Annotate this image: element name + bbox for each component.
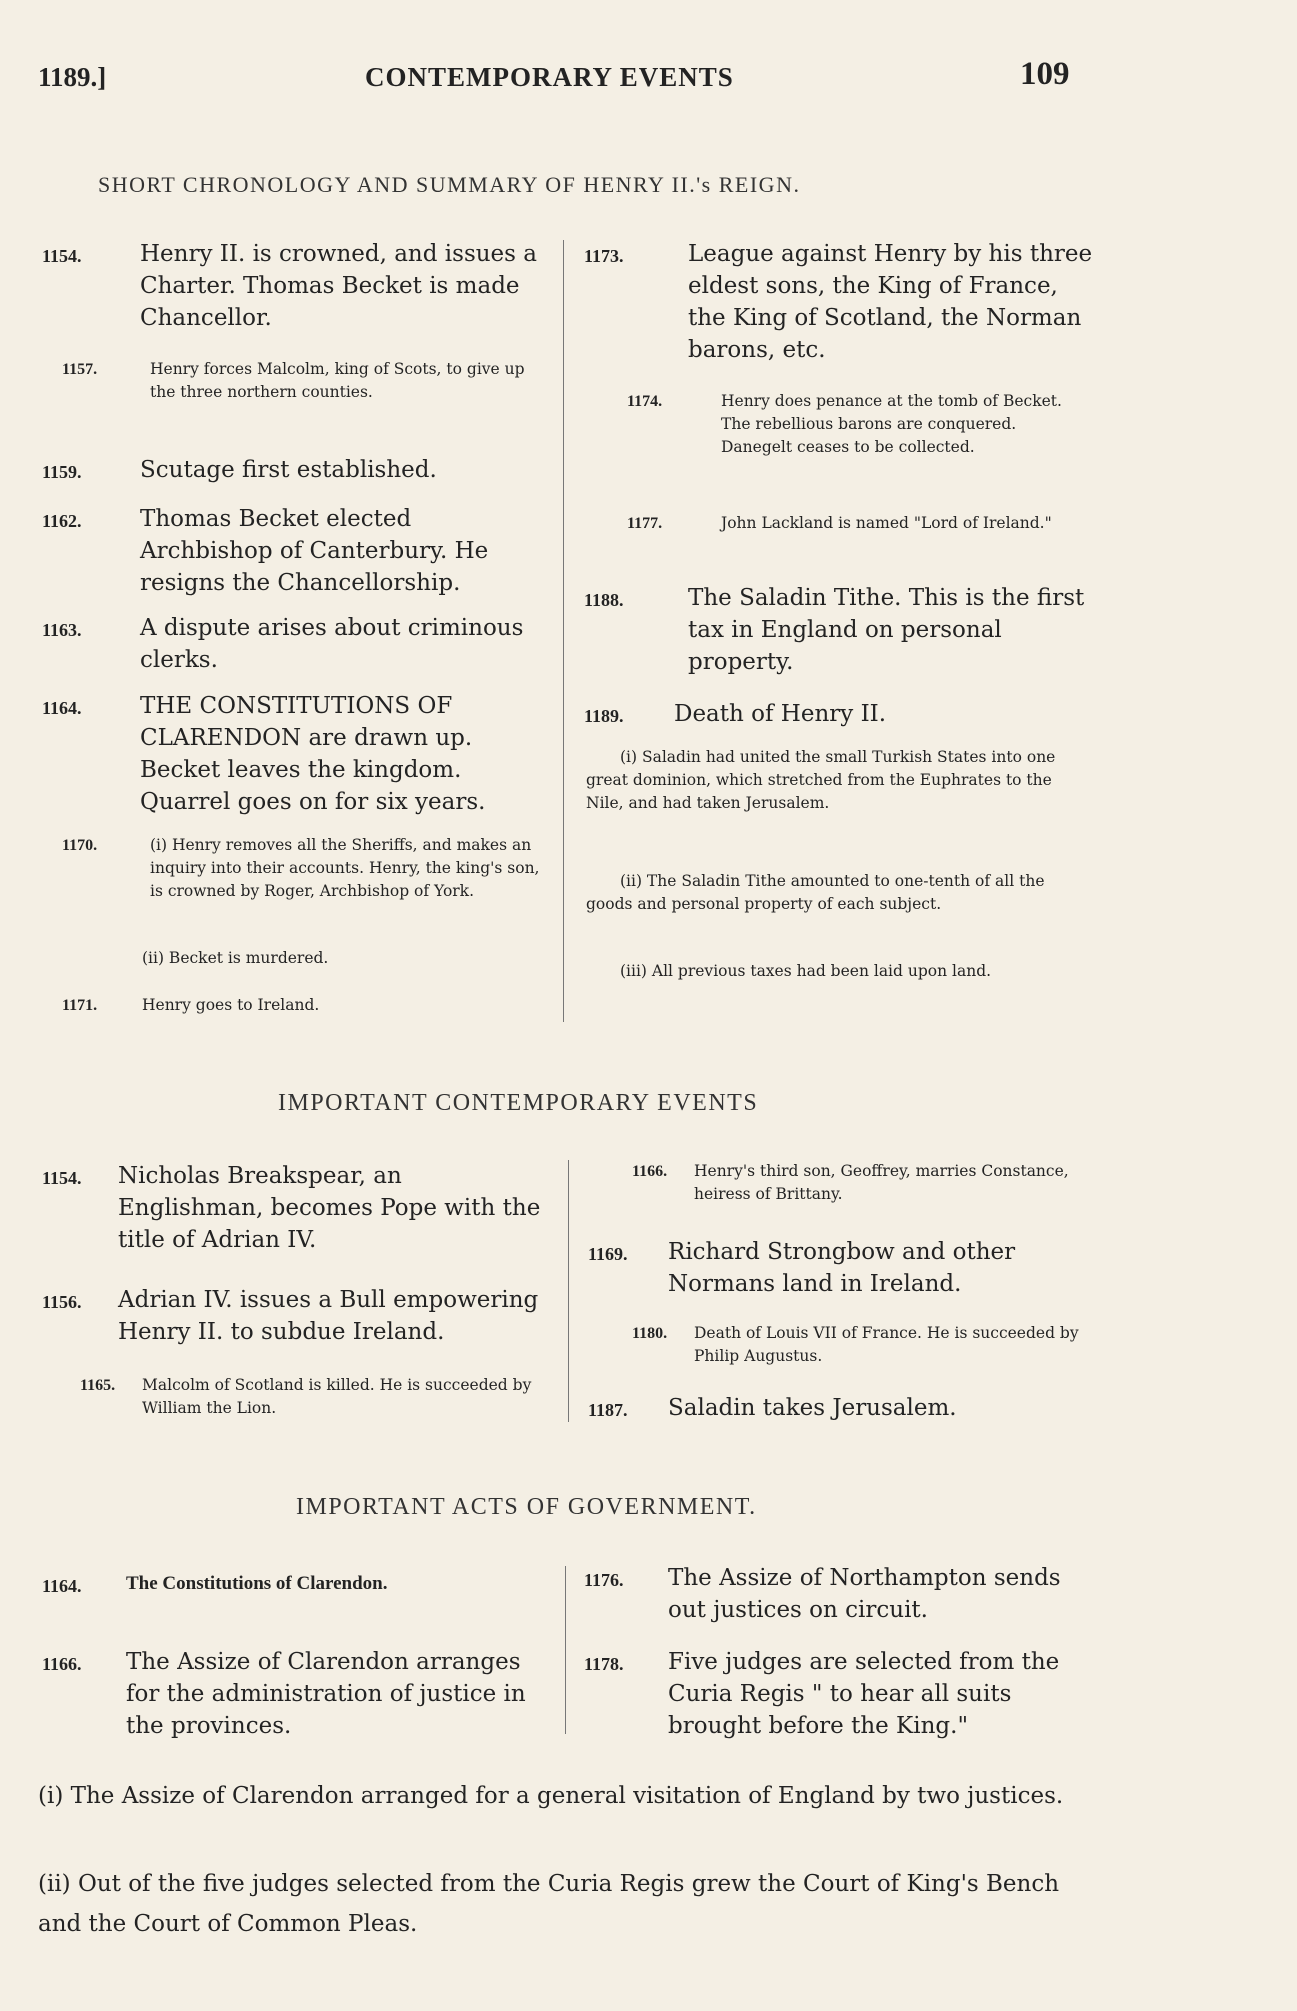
government-title: IMPORTANT ACTS OF GOVERNMENT. xyxy=(296,1494,757,1520)
entry-text: Henry does penance at the tomb of Becket. The rebellious barons are conquered. Danegelt ceases to be collected. xyxy=(721,392,1062,456)
entry-year: 1157. xyxy=(62,361,98,378)
summary-title: SHORT CHRONOLOGY AND SUMMARY OF HENRY II.'s REIGN. xyxy=(98,172,801,197)
running-header-left: 1189.] xyxy=(38,62,107,92)
page-number: 109 xyxy=(1020,56,1070,92)
entry-text: Henry II. is crowned, and issues a Charter. Thomas Becket is made Chancellor. xyxy=(140,241,537,331)
entry-text: Richard Strongbow and other Normans land in Ireland. xyxy=(668,1239,1016,1297)
entry-text: Thomas Becket elected Archbishop of Canterbury. He resigns the Chancellorship. xyxy=(140,506,489,596)
government-entry xyxy=(584,1646,1094,1742)
entry-year: 1187. xyxy=(588,1400,628,1420)
summary-note: (iii) All previous taxes had been laid upon land. xyxy=(620,962,992,980)
entry-text: The Assize of Clarendon arranges for the administration of justice in the provinces. xyxy=(126,1649,526,1739)
summary-entry xyxy=(62,358,552,404)
contemporary-entry xyxy=(632,1322,1102,1368)
entry-year: 1159. xyxy=(42,462,82,482)
contemporary-entry xyxy=(42,1284,552,1348)
summary-note: (i) Saladin had united the small Turkish States into one great dominion, which stretched from the Euphrates to the Nile, and had taken Jerusalem. xyxy=(586,748,1056,812)
entry-year: 1174. xyxy=(627,393,663,410)
contemporary-entry xyxy=(588,1236,1098,1300)
summary-entry xyxy=(584,238,1094,366)
entry-year: 1169. xyxy=(588,1244,628,1264)
summary-entry xyxy=(42,503,542,599)
entry-year: 1180. xyxy=(632,1325,668,1342)
entry-text: John Lackland is named "Lord of Ireland." xyxy=(721,514,1052,532)
summary-entry xyxy=(584,582,1094,678)
summary-entry xyxy=(42,690,542,818)
contemporary-entry xyxy=(42,1160,552,1256)
entry-year: 1170. xyxy=(62,837,98,854)
column-divider xyxy=(568,1160,569,1422)
entry-text: Scutage first established. xyxy=(140,457,437,483)
entry-text: Henry's third son, Geoffrey, marries Constance, heiress of Brittany. xyxy=(694,1162,1069,1203)
entry-text: A dispute arises about criminous clerks. xyxy=(140,615,524,673)
government-entry xyxy=(42,1568,552,1600)
summary-entry xyxy=(584,698,1094,730)
entry-year: 1156. xyxy=(42,1292,82,1312)
entry-year: 1164. xyxy=(42,698,82,718)
entry-text: Nicholas Breakspear, an Englishman, becomes Pope with the title of Adrian IV. xyxy=(118,1163,541,1253)
entry-text: The Constitutions of Clarendon. xyxy=(126,1573,388,1594)
entry-year: 1188. xyxy=(584,590,624,610)
entry-year: 1178. xyxy=(584,1654,624,1674)
entry-text: Saladin takes Jerusalem. xyxy=(668,1395,957,1421)
column-divider xyxy=(565,1566,566,1734)
entry-text: Adrian IV. issues a Bull empowering Henry II. to subdue Ireland. xyxy=(118,1287,539,1345)
entry-text: The Saladin Tithe. This is the first tax in England on personal property. xyxy=(688,585,1085,675)
summary-entry xyxy=(42,454,542,486)
summary-entry xyxy=(62,994,552,1017)
running-header-title: CONTEMPORARY EVENTS xyxy=(365,62,734,92)
footnote: (ii) Out of the five judges selected from the Curia Regis grew the Court of King's Bench and the Court of Common Pleas. xyxy=(38,1871,1060,1937)
summary-entry xyxy=(42,238,542,334)
entry-year: 1189. xyxy=(584,706,624,726)
entry-year: 1177. xyxy=(627,515,663,532)
entry-text: Henry forces Malcolm, king of Scots, to give up the three northern counties. xyxy=(150,360,525,401)
column-divider xyxy=(563,240,564,1022)
entry-year: 1154. xyxy=(42,246,82,266)
entry-year: 1164. xyxy=(42,1576,82,1596)
entry-year: 1173. xyxy=(584,246,624,266)
footnote: (i) The Assize of Clarendon arranged for a general visitation of England by two justices. xyxy=(38,1783,1064,1809)
entry-year: 1171. xyxy=(62,997,98,1014)
entry-year: 1154. xyxy=(42,1168,82,1188)
entry-year: 1162. xyxy=(42,511,82,531)
entry-text: Malcolm of Scotland is killed. He is succeeded by William the Lion. xyxy=(142,1376,532,1417)
entry-text: (i) Henry removes all the Sheriffs, and makes an inquiry into their accounts. Henry, the king's son, is crowned by Roger, Archbishop of York. xyxy=(150,836,540,900)
summary-entry xyxy=(627,390,1092,459)
entry-year: 1165. xyxy=(80,1377,116,1394)
summary-entry xyxy=(62,947,552,970)
entry-text: Five judges are selected from the Curia Regis " to hear all suits brought before the King." xyxy=(668,1649,1060,1739)
government-entry xyxy=(42,1646,552,1742)
contemporary-entry xyxy=(80,1374,550,1420)
summary-entry xyxy=(627,512,1092,535)
entry-text: (ii) Becket is murdered. xyxy=(142,949,329,967)
entry-text: Death of Henry II. xyxy=(674,701,887,727)
entry-year: 1166. xyxy=(632,1163,668,1180)
contemporary-title: IMPORTANT CONTEMPORARY EVENTS xyxy=(278,1090,759,1116)
summary-note: (ii) The Saladin Tithe amounted to one-tenth of all the goods and personal property of each subject. xyxy=(586,872,1045,913)
entry-text: Henry goes to Ireland. xyxy=(142,996,320,1014)
entry-year: 1163. xyxy=(42,620,82,640)
entry-text: The Assize of Northampton sends out justices on circuit. xyxy=(668,1565,1061,1623)
contemporary-entry xyxy=(588,1392,1098,1424)
summary-entry xyxy=(62,834,552,903)
entry-text: League against Henry by his three eldest sons, the King of France, the King of Scotland, the Norman barons, etc. xyxy=(688,241,1093,363)
government-entry xyxy=(584,1562,1094,1626)
entry-year: 1176. xyxy=(584,1570,624,1590)
contemporary-entry xyxy=(632,1160,1102,1206)
summary-entry xyxy=(42,612,542,676)
entry-text: Death of Louis VII of France. He is succeeded by Philip Augustus. xyxy=(694,1324,1079,1365)
entry-text: THE CONSTITUTIONS OF CLARENDON are drawn up. Becket leaves the kingdom. Quarrel goes on for six years. xyxy=(140,693,486,815)
entry-year: 1166. xyxy=(42,1654,82,1674)
